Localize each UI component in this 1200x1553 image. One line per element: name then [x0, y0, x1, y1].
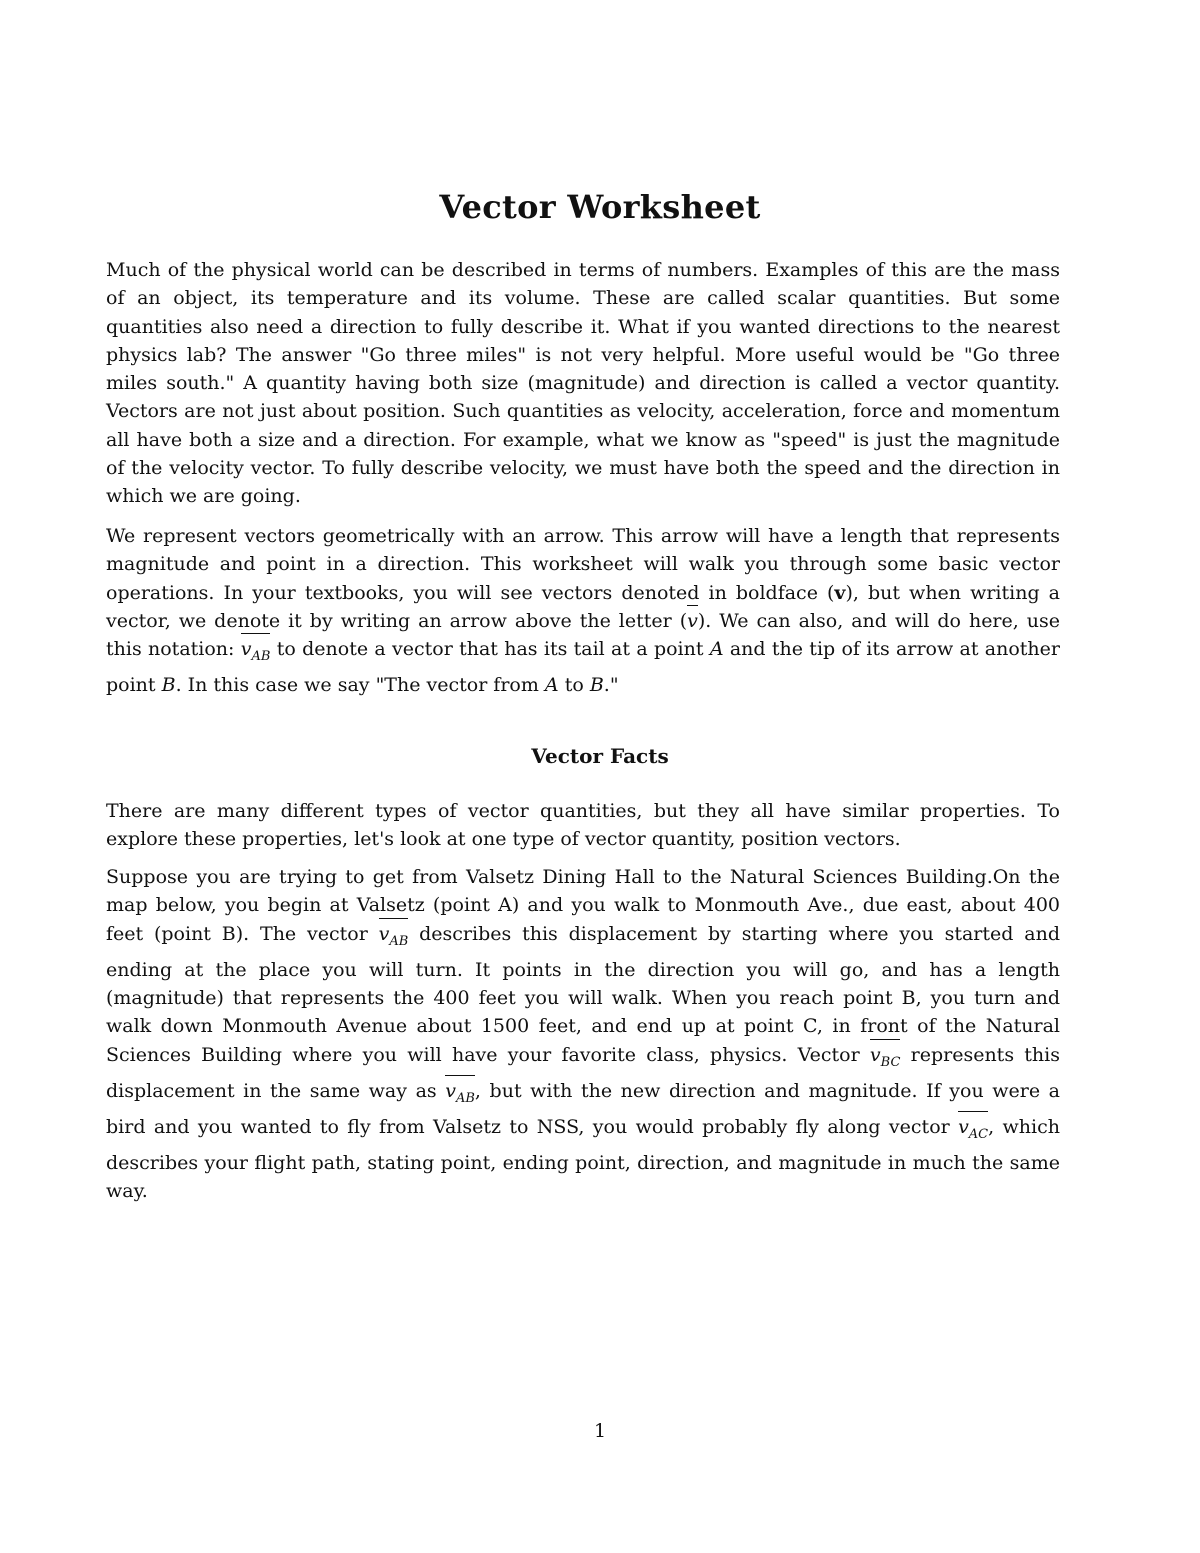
vector-vab-symbol: $v_{AB}$ — [445, 1077, 475, 1113]
vector-vab-symbol: $v_{AB}$ — [241, 635, 271, 671]
vector-v-symbol: v — [687, 607, 698, 635]
section-paragraph-1: There are many different types of vector quantities, but they all have similar properties. To explore these properties, let's look at one type of vector quantity, position vectors. — [106, 800, 1060, 851]
intro-paragraph-1: Much of the physical world can be described in terms of numbers. Examples of this are the mass of an object, its temperature and its volume. These are called scalar quantities. But some quantities also need a direction to fully describe it. What if you wanted directions to the nearest physics lab? The answer "Go three miles" is not very helpful. More useful would be "Go three miles south." A quantity having both size (magnitude) and direction is called a vector quantity. Vectors are not just about position. Such quantities as velocity, acceleration, force and momentum all have both a size and a direction. For example, what we know as "speed" is just the magnitude of the velocity vector. To fully describe velocity, we must have both the speed and the direction in which we are going. — [106, 259, 1060, 508]
section-heading: Vector Facts — [531, 744, 669, 768]
point-b-quote: B — [589, 674, 604, 697]
point-a: A — [709, 638, 724, 661]
section-paragraph-2: Suppose you are trying to get from Valsetz Dining Hall to the Natural Sciences Building.On the map below, you begin at Valsetz (point A) and you walk to Monmouth Ave., due east, about 400 feet (point B). The vector $v_{AB}$ describes this displacement by starting where you started and ending at the place you will turn. It points in the direction you will go, and has a length (magnitude) that represents the 400 feet you will walk. When you reach point B, you turn and walk down Monmouth Avenue about 1500 feet, and end up at point C, in front of the Natural Sciences Building where you will have your favorite class, physics. Vector $v_{BC}$ represents this displacement in the same way as $v_{AB}$, but with the new direction and magnitude. If you were a bird and you wanted to fly from Valsetz to NSS, you would probably fly along vector $v_{AC}$, which describes your flight path, stating point, ending point, direction, and magnitude in much the same way. — [106, 866, 1061, 1203]
bold-v: v — [834, 581, 846, 604]
page-title: Vector Worksheet — [439, 188, 761, 226]
vector-vbc-symbol: $v_{BC}$ — [870, 1041, 900, 1077]
page-number: 1 — [593, 1420, 607, 1442]
vector-vac-symbol: $v_{AC}$ — [958, 1113, 988, 1149]
vector-vab-symbol: $v_{AB}$ — [379, 920, 409, 956]
intro-paragraph-2: We represent vectors geometrically with an arrow. This arrow will have a length that represents magnitude and point in a direction. This worksheet will walk you through some basic vector operations. In your textbooks, you will see vectors denoted in boldface (v), but when writing a vector, we denote it by writing an arrow above the letter ( v). We can also, and will do here, use this notation: $v_{AB}$ to denote a vector that has its tail at a point A and the tip of its arrow at another point B. In this case we say "The vector from A to B." — [106, 525, 1061, 697]
point-b: B — [161, 674, 176, 697]
point-a-quote: A — [544, 674, 559, 697]
